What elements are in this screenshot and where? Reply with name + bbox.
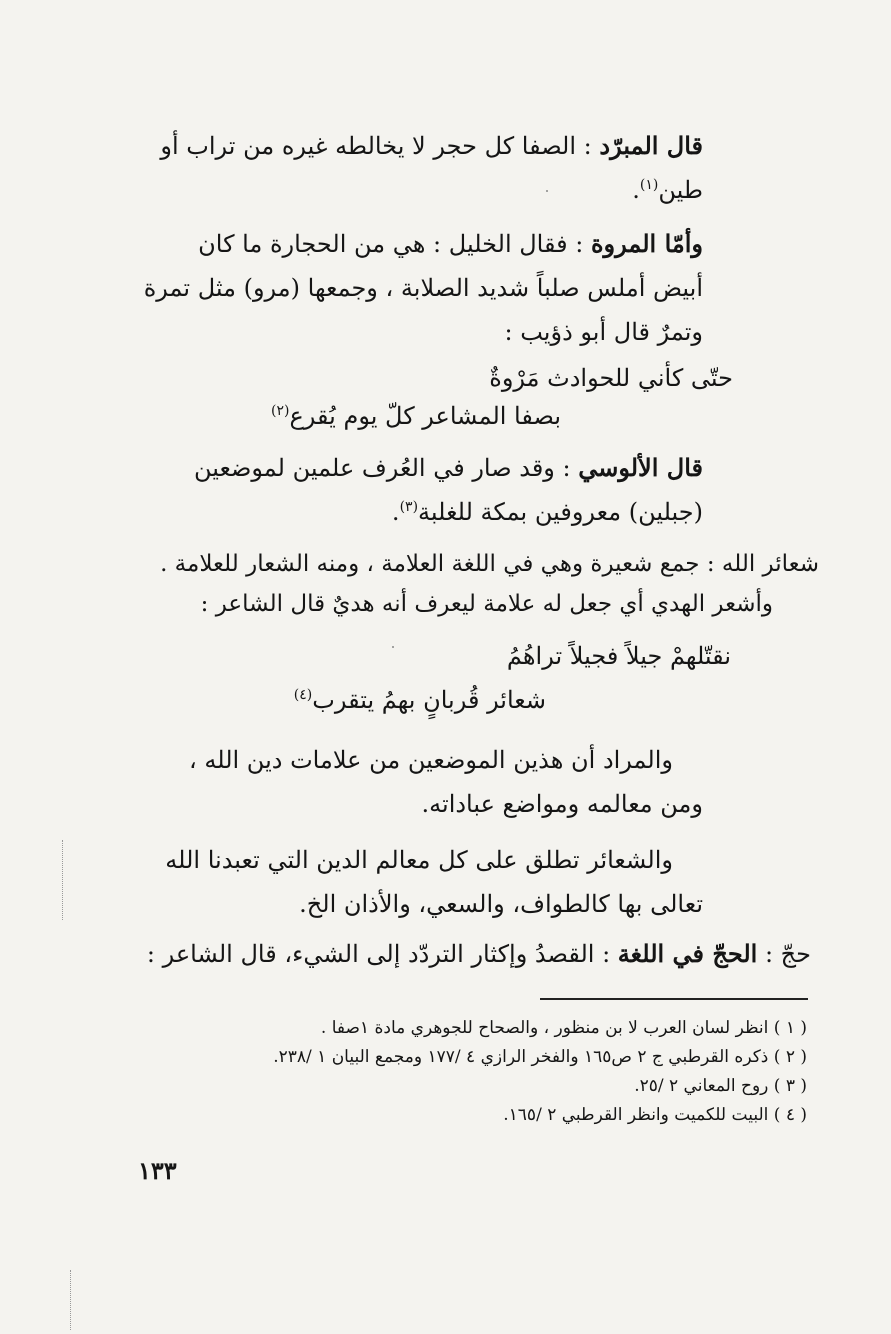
- footnote-separator: [540, 998, 808, 1000]
- scan-edge-marks: [70, 1270, 73, 1330]
- paragraph-meaning: والمراد أن هذين الموضعين من علامات دين الله ، ومن معالمه ومواضع عباداته.: [189, 746, 703, 818]
- term-mubarrad: قال المبرّد: [599, 131, 703, 160]
- scan-margin-marks: [62, 840, 65, 920]
- footnote-marker-3: (٣): [399, 499, 419, 515]
- term-alusi: قال الألوسي: [578, 453, 703, 482]
- paragraph-shaair-line-2: وأشعر الهدي أي جعل له علامة ليعرف أنه هديٌ قال الشاعر :: [200, 591, 773, 617]
- footnote-marker-1: (١): [639, 177, 659, 193]
- verse-2-line-2: شعائر قُربانٍ بهمُ يتقرب$^{(٤)}$: [293, 686, 546, 714]
- verse-1-line-1: حتّى كأني للحوادث مَرْوةٌ: [489, 364, 733, 392]
- paragraph-hajj: حجّ : الحجّ في اللغة : القصدُ وإكثار التردّد إلى الشيء، قال الشاعر :: [146, 939, 811, 968]
- paragraph-alusi: قال الألوسي : وقد صار في العُرف علمين لموضعين (جبلين) معروفين بمكة للغلبة$^{(٣)}$.: [193, 453, 703, 526]
- paragraph-mubarrad: قال المبرّد : الصفا كل حجر لا يخالطه غيره من تراب أو طين$^{(١)}$.: [160, 131, 703, 204]
- footnote-marker-4: (٤): [293, 687, 313, 703]
- verse-1-line-2: بصفا المشاعر كلّ يوم يُقرع$^{(٢)}$: [271, 402, 561, 430]
- scan-speck: [546, 190, 548, 192]
- term-marwa: وأمّا المروة: [590, 229, 703, 258]
- footnote-3: ( ٣ ) روح المعاني ٢ /٢٥.: [634, 1076, 807, 1096]
- paragraph-text: : فقال الخليل : هي من الحجارة ما كان أبيض أملس صلباً شديد الصلابة ، وجمعها (مرو) مثل تمرة وتمرٌ قال أبو ذؤيب :: [143, 230, 703, 346]
- term-hajj: الحجّ في اللغة: [617, 939, 758, 968]
- paragraph-shaair-definition: والشعائر تطلق على كل معالم الدين التي تعبدنا الله تعالى بها كالطواف، والسعي، والأذان الخ.: [165, 846, 703, 918]
- paragraph-text: : وقد صار في العُرف علمين لموضعين (جبلين) معروفين بمكة للغلبة: [193, 454, 703, 526]
- page-number: ١٣٣: [138, 1156, 177, 1185]
- footnote-1: ( ١ ) انظر لسان العرب لا بن منظور ، والصحاح للجوهري مادة ١صفا .: [320, 1018, 807, 1038]
- footnote-2: ( ٢ ) ذكره القرطبي ج ٢ ص١٦٥ والفخر الرازي ٤ /١٧٧ ومجمع البيان ١ /٢٣٨.: [273, 1047, 807, 1067]
- paragraph-text: : الصفا كل حجر لا يخالطه غيره من تراب أو طين: [160, 132, 703, 204]
- scan-speck: [392, 646, 394, 648]
- paragraph-shaair-line-1: شعائر الله : جمع شعيرة وهي في اللغة العلامة ، ومنه الشعار للعلامة .: [160, 551, 819, 577]
- footnote-4: ( ٤ ) البيت للكميت وانظر القرطبي ٢ /١٦٥.: [503, 1105, 807, 1125]
- paragraph-marwa: [143, 222, 703, 354]
- verse-2-line-1: نقتّلهمْ جيلاً فجيلاً تراهُمُ: [506, 642, 731, 670]
- footnote-marker-2: (٢): [271, 403, 290, 419]
